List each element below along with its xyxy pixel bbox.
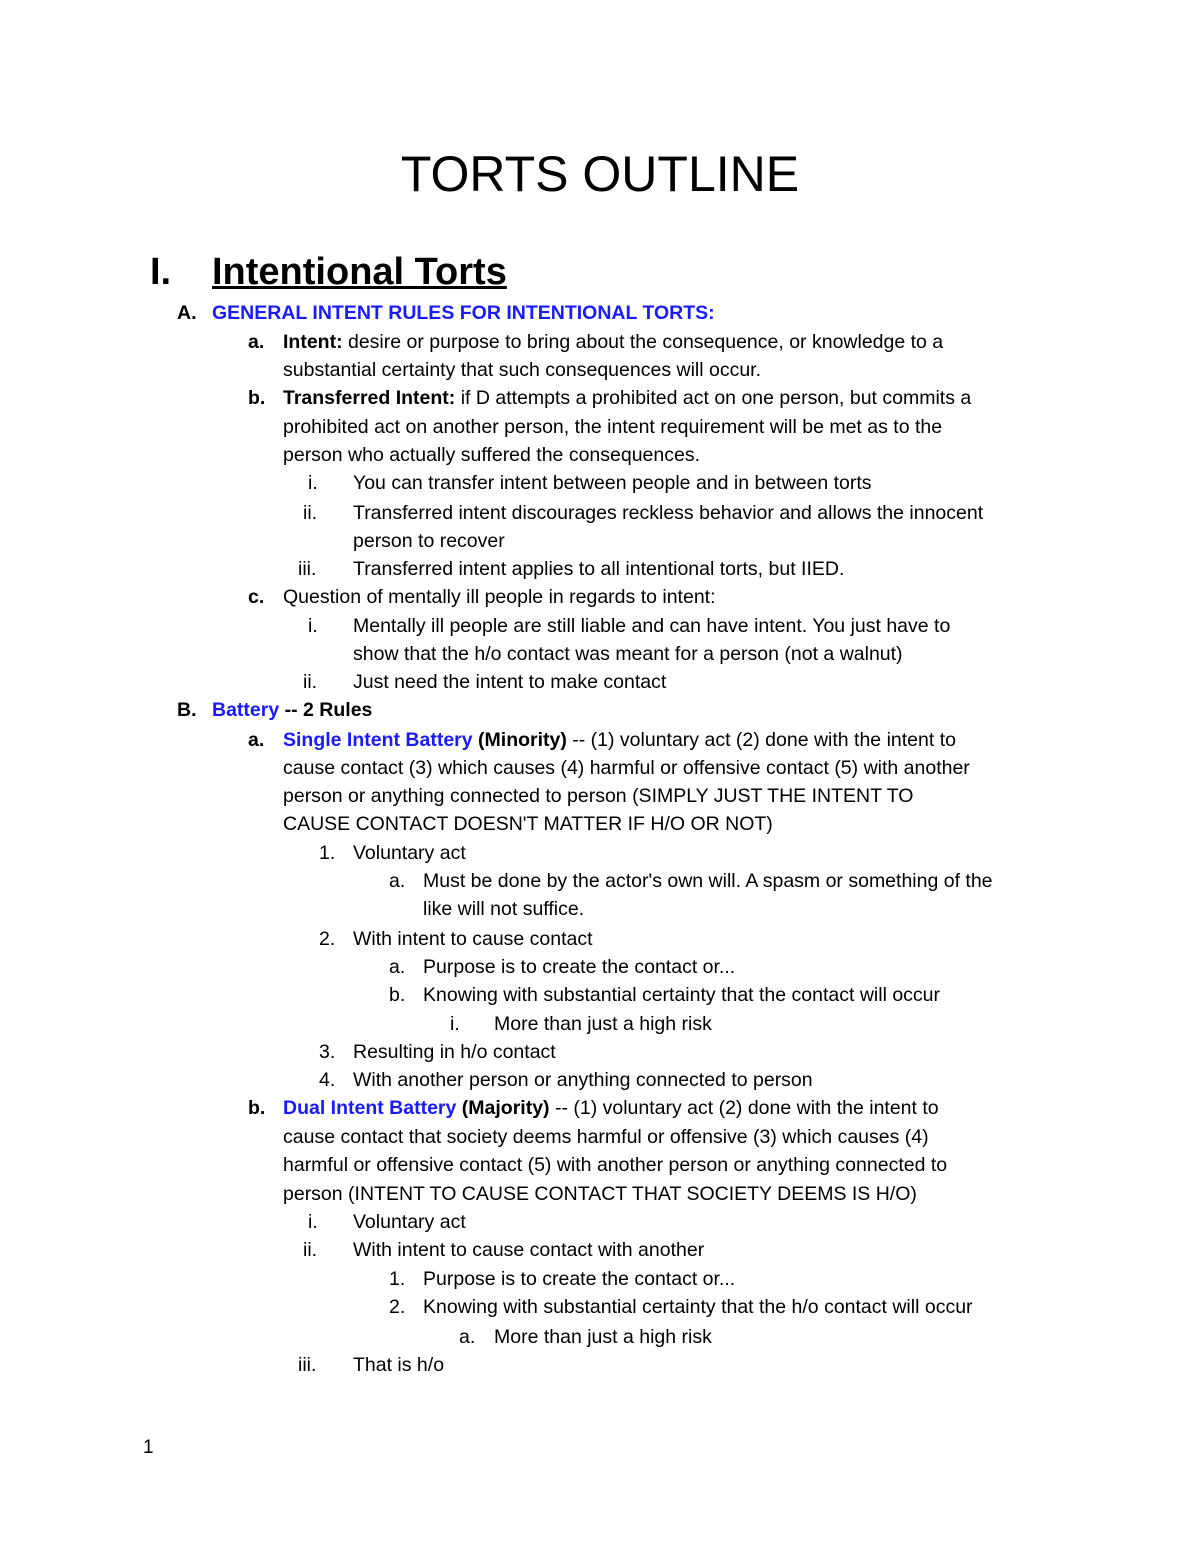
page-title: TORTS OUTLINE bbox=[400, 146, 800, 202]
outline-marker: iii. bbox=[298, 1354, 317, 1376]
term-definition: if D attempts a prohibited act on one person, but commits a bbox=[455, 387, 972, 409]
outline-marker: b. bbox=[248, 387, 266, 409]
outline-marker: ii. bbox=[303, 502, 318, 524]
outline-text: Voluntary act bbox=[353, 1211, 466, 1233]
outline-text: Purpose is to create the contact or... bbox=[423, 1268, 736, 1290]
outline-marker: ii. bbox=[303, 1239, 318, 1261]
outline-text: person (INTENT TO CAUSE CONTACT THAT SOCIETY DEEMS IS H/O) bbox=[283, 1183, 917, 1205]
outline-marker: i. bbox=[308, 472, 318, 494]
outline-text bbox=[283, 726, 956, 754]
outline-marker: a. bbox=[248, 729, 265, 751]
rule-qualifier: (Minority) bbox=[472, 729, 567, 751]
term-definition: desire or purpose to bring about the consequence, or knowledge to a bbox=[342, 331, 944, 353]
outline-marker: A. bbox=[177, 302, 197, 324]
outline-text: Purpose is to create the contact or... bbox=[423, 956, 736, 978]
outline-marker: iii. bbox=[298, 558, 317, 580]
subsection-heading bbox=[212, 696, 372, 724]
outline-text: Resulting in h/o contact bbox=[353, 1041, 556, 1063]
outline-text: cause contact that society deems harmful or offensive (3) which causes (4) bbox=[283, 1126, 929, 1148]
term-label: Intent: bbox=[283, 331, 343, 353]
outline-text: harmful or offensive contact (5) with another person or anything connected to bbox=[283, 1154, 948, 1176]
outline-text: Voluntary act bbox=[353, 842, 466, 864]
outline-marker: b. bbox=[389, 984, 406, 1006]
outline-text: substantial certainty that such consequences will occur. bbox=[283, 359, 762, 381]
outline-text: person who actually suffered the consequences. bbox=[283, 444, 700, 466]
outline-text: With another person or anything connected to person bbox=[353, 1069, 813, 1091]
heading-suffix: -- 2 Rules bbox=[279, 699, 373, 721]
outline-marker: a. bbox=[459, 1326, 476, 1348]
outline-text: Mentally ill people are still liable and can have intent. You just have to bbox=[353, 615, 951, 637]
outline-marker: ii. bbox=[303, 671, 318, 693]
outline-text: Transferred intent applies to all intentional torts, but IIED. bbox=[353, 558, 845, 580]
outline-marker: 4. bbox=[319, 1069, 336, 1091]
outline-text: That is h/o bbox=[353, 1354, 445, 1376]
rule-definition: -- (1) voluntary act (2) done with the intent to bbox=[566, 729, 956, 751]
section-title: Intentional Torts bbox=[212, 251, 507, 293]
outline-text: person to recover bbox=[353, 530, 505, 552]
outline-text: cause contact (3) which causes (4) harmful or offensive contact (5) with another bbox=[283, 757, 970, 779]
battery-heading: Battery bbox=[212, 699, 280, 721]
outline-text: person or anything connected to person (SIMPLY JUST THE INTENT TO bbox=[283, 785, 914, 807]
outline-text bbox=[283, 328, 943, 356]
outline-text: Must be done by the actor's own will. A spasm or something of the bbox=[423, 870, 993, 892]
outline-text bbox=[283, 1094, 939, 1122]
outline-text: More than just a high risk bbox=[494, 1013, 712, 1035]
outline-text: You can transfer intent between people and in between torts bbox=[353, 472, 872, 494]
outline-text: Transferred intent discourages reckless behavior and allows the innocent bbox=[353, 502, 984, 524]
outline-text: CAUSE CONTACT DOESN'T MATTER IF H/O OR NOT) bbox=[283, 813, 773, 835]
outline-marker: 3. bbox=[319, 1041, 336, 1063]
outline-marker: a. bbox=[248, 331, 265, 353]
rule-definition: -- (1) voluntary act (2) done with the intent to bbox=[549, 1097, 939, 1119]
page-number: 1 bbox=[143, 1437, 154, 1458]
outline-text: Question of mentally ill people in regards to intent: bbox=[283, 586, 716, 608]
outline-text: Knowing with substantial certainty that the h/o contact will occur bbox=[423, 1296, 973, 1318]
outline-text: Just need the intent to make contact bbox=[353, 671, 667, 693]
term-label: Transferred Intent: bbox=[283, 387, 456, 409]
outline-marker: 2. bbox=[319, 928, 336, 950]
outline-marker: a. bbox=[389, 870, 406, 892]
outline-text: Knowing with substantial certainty that the contact will occur bbox=[423, 984, 941, 1006]
rule-name: Dual Intent Battery bbox=[283, 1097, 457, 1119]
outline-marker: 2. bbox=[389, 1296, 406, 1318]
outline-marker: 1. bbox=[389, 1268, 406, 1290]
outline-marker: 1. bbox=[319, 842, 336, 864]
outline-text bbox=[283, 384, 971, 412]
outline-marker: i. bbox=[308, 615, 318, 637]
outline-marker: i. bbox=[450, 1013, 460, 1035]
outline-marker: c. bbox=[248, 586, 265, 608]
outline-marker: i. bbox=[308, 1211, 318, 1233]
outline-text: like will not suffice. bbox=[423, 898, 585, 920]
outline-marker: B. bbox=[177, 699, 197, 721]
rule-name: Single Intent Battery bbox=[283, 729, 473, 751]
outline-text: With intent to cause contact with another bbox=[353, 1239, 705, 1261]
outline-marker: a. bbox=[389, 956, 406, 978]
outline-text: More than just a high risk bbox=[494, 1326, 712, 1348]
section-number: I. bbox=[150, 251, 172, 293]
outline-text: With intent to cause contact bbox=[353, 928, 593, 950]
outline-marker: b. bbox=[248, 1097, 266, 1119]
outline-text: show that the h/o contact was meant for a person (not a walnut) bbox=[353, 643, 903, 665]
subsection-heading: GENERAL INTENT RULES FOR INTENTIONAL TORTS: bbox=[212, 302, 715, 324]
rule-qualifier: (Majority) bbox=[456, 1097, 550, 1119]
outline-text: prohibited act on another person, the intent requirement will be met as to the bbox=[283, 416, 943, 438]
